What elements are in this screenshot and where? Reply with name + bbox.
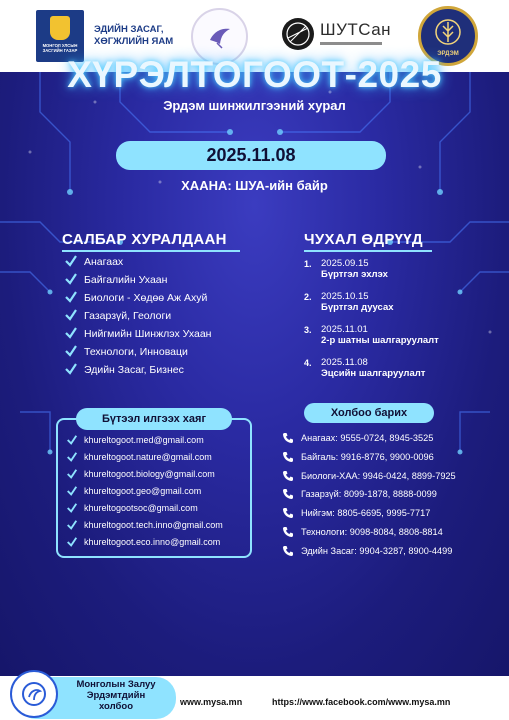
check-icon <box>64 272 78 286</box>
list-item <box>64 362 211 380</box>
ministry-line-1: ЭДИЙН ЗАСАГ, <box>94 24 164 35</box>
email-list <box>66 434 223 553</box>
list-item <box>304 291 439 324</box>
list-item[interactable] <box>66 468 223 485</box>
list-item <box>64 308 211 326</box>
list-item[interactable] <box>66 502 223 519</box>
contact-text: Биологи-ХАА: 9946-0424, 8899-7925 <box>301 470 456 481</box>
contact-text: Анагаах: 9555-0724, 8945-3525 <box>301 433 434 443</box>
list-item <box>282 526 456 545</box>
branch-label: Газарзүй, Геологи <box>84 310 172 322</box>
bird-icon <box>207 24 233 50</box>
list-item <box>282 470 456 489</box>
date-description: 2-р шатны шалгаруулалт <box>321 335 439 346</box>
mysa-logo <box>10 670 58 718</box>
contact-text: Газарзүй: 8099-1878, 8888-0099 <box>301 489 437 500</box>
footer-org-line-1: Монголын Залуу <box>76 679 156 690</box>
date-number: 1. <box>304 259 312 269</box>
email-address[interactable]: khureltogootsoc@gmail.com <box>84 503 198 513</box>
event-subtitle: Эрдэм шинжилгээний хурал <box>163 98 346 113</box>
list-item <box>64 254 211 272</box>
email-address[interactable]: khureltogoot.nature@gmail.com <box>84 452 212 462</box>
branches-heading-underline <box>62 250 240 252</box>
contact-text: Эдийн Засаг: 9904-3287, 8900-4499 <box>301 545 453 556</box>
date-number: 4. <box>304 358 312 368</box>
branch-label: Анагаах <box>84 256 124 268</box>
phone-icon <box>282 432 294 444</box>
phone-icon <box>282 470 294 482</box>
list-item <box>304 258 439 291</box>
branch-label: Эдийн Засаг, Бизнес <box>84 364 184 376</box>
check-icon <box>66 485 78 497</box>
important-dates-underline <box>304 250 432 252</box>
check-icon <box>66 536 78 548</box>
check-icon <box>64 326 78 340</box>
contact-text: Технологи: 9098-8084, 8808-8814 <box>301 526 443 537</box>
website-link[interactable]: www.mysa.mn <box>180 697 243 707</box>
list-item <box>282 451 456 470</box>
date-description: Бүртгэл эхлэх <box>321 269 388 280</box>
list-item[interactable] <box>66 536 223 553</box>
email-address[interactable]: khureltogoot.tech.inno@gmail.com <box>84 520 223 530</box>
check-icon <box>66 451 78 463</box>
check-icon <box>64 308 78 322</box>
list-item <box>304 324 439 357</box>
important-dates-list <box>304 258 439 390</box>
list-item <box>64 272 211 290</box>
branch-label: Биологи - Хөдөө Аж Ахуй <box>84 292 208 304</box>
date-value: 2025.10.15 <box>321 291 369 302</box>
list-item <box>64 326 211 344</box>
ministry-name <box>94 24 173 48</box>
footer-org-line-3: холбоо <box>99 701 133 712</box>
footer-org-name <box>56 679 176 712</box>
contact-list <box>282 432 456 564</box>
contact-text: Байгаль: 9916-8776, 9900-0096 <box>301 451 434 462</box>
list-item[interactable] <box>66 485 223 502</box>
date-value: 2025.11.08 <box>321 357 368 368</box>
shutsan-name: ШУТСан <box>320 20 392 39</box>
soyombo-emblem-icon <box>50 16 70 40</box>
event-date-badge: 2025.11.08 <box>116 141 386 170</box>
list-item[interactable] <box>66 451 223 468</box>
check-icon <box>64 254 78 268</box>
check-icon <box>64 290 78 304</box>
erdem-text: ЭРДЭМ <box>437 51 459 57</box>
contact-heading: Холбоо барих <box>304 403 434 423</box>
check-icon <box>64 362 78 376</box>
branches-list <box>64 254 211 380</box>
phone-icon <box>282 507 294 519</box>
phone-icon <box>282 451 294 463</box>
list-item <box>282 545 456 564</box>
wheat-emblem-icon <box>433 17 463 47</box>
shutsan-logo <box>282 14 392 58</box>
email-heading: Бүтээл илгээх хаяг <box>76 408 232 430</box>
mysa-emblem-icon <box>20 680 48 708</box>
branch-label: Байгалийн Ухаан <box>84 274 168 286</box>
date-number: 2. <box>304 292 312 302</box>
check-icon <box>66 519 78 531</box>
date-value: 2025.11.01 <box>321 324 368 335</box>
date-description: Бүртгэл дуусах <box>321 302 394 313</box>
ministry-line-2: ХӨГЖЛИЙН ЯАМ <box>94 36 174 47</box>
check-icon <box>66 502 78 514</box>
branch-label: Нийгмийн Шинжлэх Ухаан <box>84 328 212 340</box>
phone-icon <box>282 545 294 557</box>
important-dates-heading: ЧУХАЛ ӨДРҮҮД <box>304 231 423 248</box>
list-item[interactable] <box>66 434 223 451</box>
list-item <box>282 432 456 451</box>
list-item[interactable] <box>66 519 223 536</box>
shutsan-mark-icon <box>282 18 314 50</box>
check-icon <box>66 468 78 480</box>
date-number: 3. <box>304 325 312 335</box>
check-icon <box>64 344 78 358</box>
check-icon <box>66 434 78 446</box>
list-item <box>304 357 439 390</box>
footer-org-line-2: Эрдэмтдийн <box>86 690 146 701</box>
email-address[interactable]: khureltogoot.med@gmail.com <box>84 435 204 445</box>
email-address[interactable]: khureltogoot.geo@gmail.com <box>84 486 202 496</box>
phone-icon <box>282 526 294 538</box>
list-item <box>64 290 211 308</box>
date-value: 2025.09.15 <box>321 258 369 269</box>
contact-text: Нийгэм: 8805-6695, 9995-7717 <box>301 508 431 519</box>
list-item <box>64 344 211 362</box>
event-location: ХААНА: ШУА-ийн байр <box>181 178 328 193</box>
list-item <box>282 507 456 526</box>
branches-heading: САЛБАР ХУРАЛДААН <box>62 231 227 248</box>
list-item <box>282 488 456 507</box>
shutsan-subtitle-line <box>320 42 382 45</box>
email-address[interactable]: khureltogoot.biology@gmail.com <box>84 469 215 479</box>
email-address[interactable]: khureltogoot.eco.inno@gmail.com <box>84 537 221 547</box>
facebook-link[interactable]: https://www.facebook.com/www.mysa.mn <box>272 697 451 707</box>
event-title: ХҮРЭЛТОГООТ-2025 <box>67 54 442 95</box>
phone-icon <box>282 488 294 500</box>
date-description: Эцсийн шалгаруулалт <box>321 368 426 379</box>
branch-label: Технологи, Инноваци <box>84 346 188 358</box>
government-logo-text: МОНГОЛ УЛСЫН ЗАСГИЙН ГАЗАР <box>42 43 78 53</box>
